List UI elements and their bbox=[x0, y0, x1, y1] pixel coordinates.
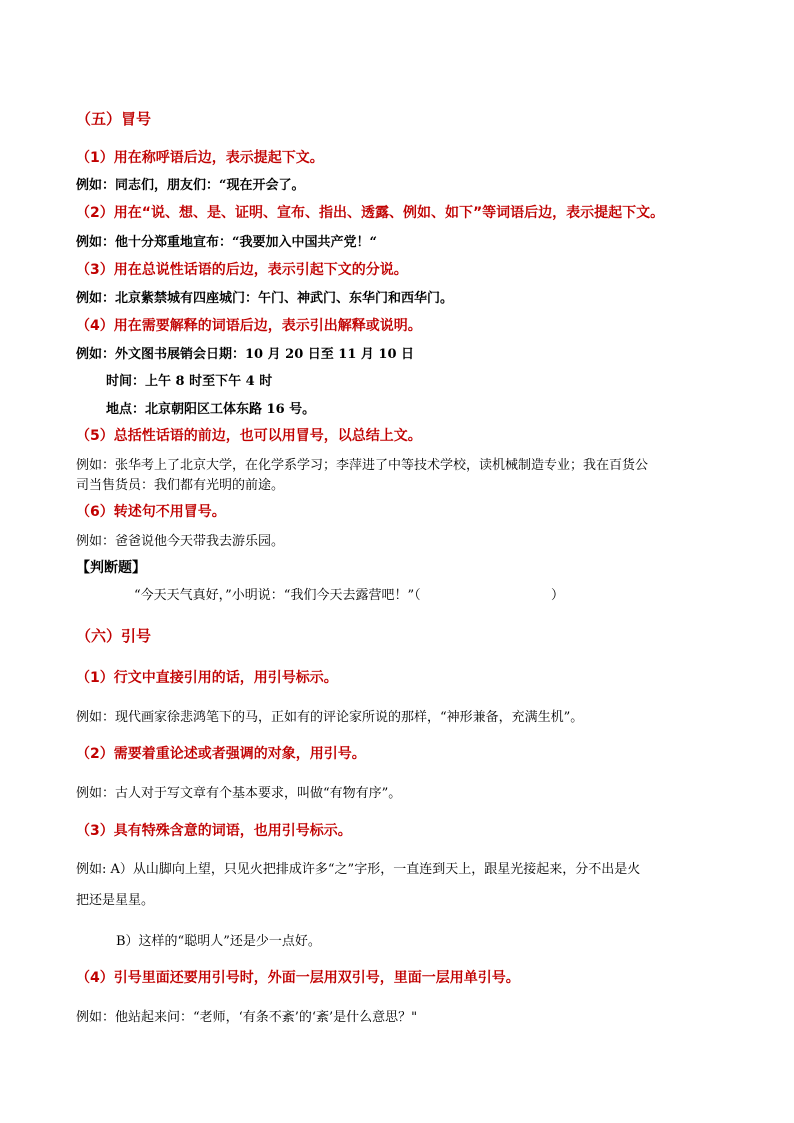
colon-example-3: 例如：北京紫禁城有四座城门：午门、神武门、东华门和西华门。 bbox=[76, 291, 454, 306]
colon-example-4-line-3: 地点：北京朝阳区工体东路 16 号。 bbox=[106, 402, 316, 417]
colon-rule-5: （5）总括性话语的前边，也可以用冒号，以总结上文。 bbox=[76, 428, 422, 444]
colon-rule-4: （4）用在需要解释的词语后边，表示引出解释或说明。 bbox=[76, 318, 422, 334]
quote-example-2: 例如：古人对于写文章有个基本要求，叫做“有物有序”。 bbox=[76, 786, 402, 801]
colon-example-4-line-2: 时间：上午 8 时至下午 4 时 bbox=[106, 374, 273, 389]
quote-example-3-line-2: 把还是星星。 bbox=[76, 893, 155, 908]
quote-rule-4: （4）引号里面还要用引号时，外面一层用双引号，里面一层用单引号。 bbox=[76, 970, 520, 986]
quote-rule-2: （2）需要着重论述或者强调的对象，用引号。 bbox=[76, 746, 366, 762]
colon-rule-1: （1）用在称呼语后边，表示提起下文。 bbox=[76, 150, 324, 166]
quote-example-4: 例如：他站起来问：“老师，‘有条不紊’的‘紊’是什么意思？" bbox=[76, 1010, 418, 1025]
judge-label: 【判断题】 bbox=[76, 560, 146, 576]
colon-rule-3: （3）用在总说性话语的后边，表示引起下文的分说。 bbox=[76, 262, 408, 278]
colon-example-5-line-1: 例如：张华考上了北京大学，在化学系学习；李萍进了中等技术学校，读机械制造专业；我在百货公 bbox=[76, 458, 649, 473]
colon-example-5-line-2: 司当售货员：我们都有光明的前途。 bbox=[76, 478, 285, 493]
colon-example-4-line-1: 例如：外文图书展销会日期：10 月 20 日至 11 月 10 日 bbox=[76, 347, 415, 362]
quote-example-3-b: B）这样的“聪明人”还是少一点好。 bbox=[116, 934, 321, 949]
quote-rule-3: （3）具有特殊含意的词语，也用引号标示。 bbox=[76, 823, 352, 839]
section-6-heading: （六）引号 bbox=[76, 627, 152, 645]
judge-answer-blank-close: ） bbox=[551, 588, 565, 603]
colon-rule-2: （2）用在“说、想、是、证明、宣布、指出、透露、例如、如下”等词语后边，表示提起下文。 bbox=[76, 205, 665, 221]
colon-rule-6: （6）转述句不用冒号。 bbox=[76, 504, 226, 520]
quote-example-3-line-1: 例如: A）从山脚向上望，只见火把排成许多“之”字形，一直连到天上，跟星光接起来，分不出是火 bbox=[76, 862, 641, 877]
quote-example-1: 例如：现代画家徐悲鸿笔下的马，正如有的评论家所说的那样，“神形兼备，充满生机”。 bbox=[76, 710, 584, 725]
colon-example-2: 例如：他十分郑重地宣布：“我要加入中国共产党！“ bbox=[76, 235, 377, 250]
quote-rule-1: （1）行文中直接引用的话，用引号标示。 bbox=[76, 670, 338, 686]
colon-example-1: 例如：同志们，朋友们：“现在开会了。 bbox=[76, 178, 305, 193]
section-5-heading: （五）冒号 bbox=[76, 110, 152, 128]
judge-question: “今天天气真好，”小明说：“我们今天去露营吧！”（ bbox=[134, 588, 421, 603]
colon-example-6: 例如：爸爸说他今天带我去游乐园。 bbox=[76, 534, 285, 549]
